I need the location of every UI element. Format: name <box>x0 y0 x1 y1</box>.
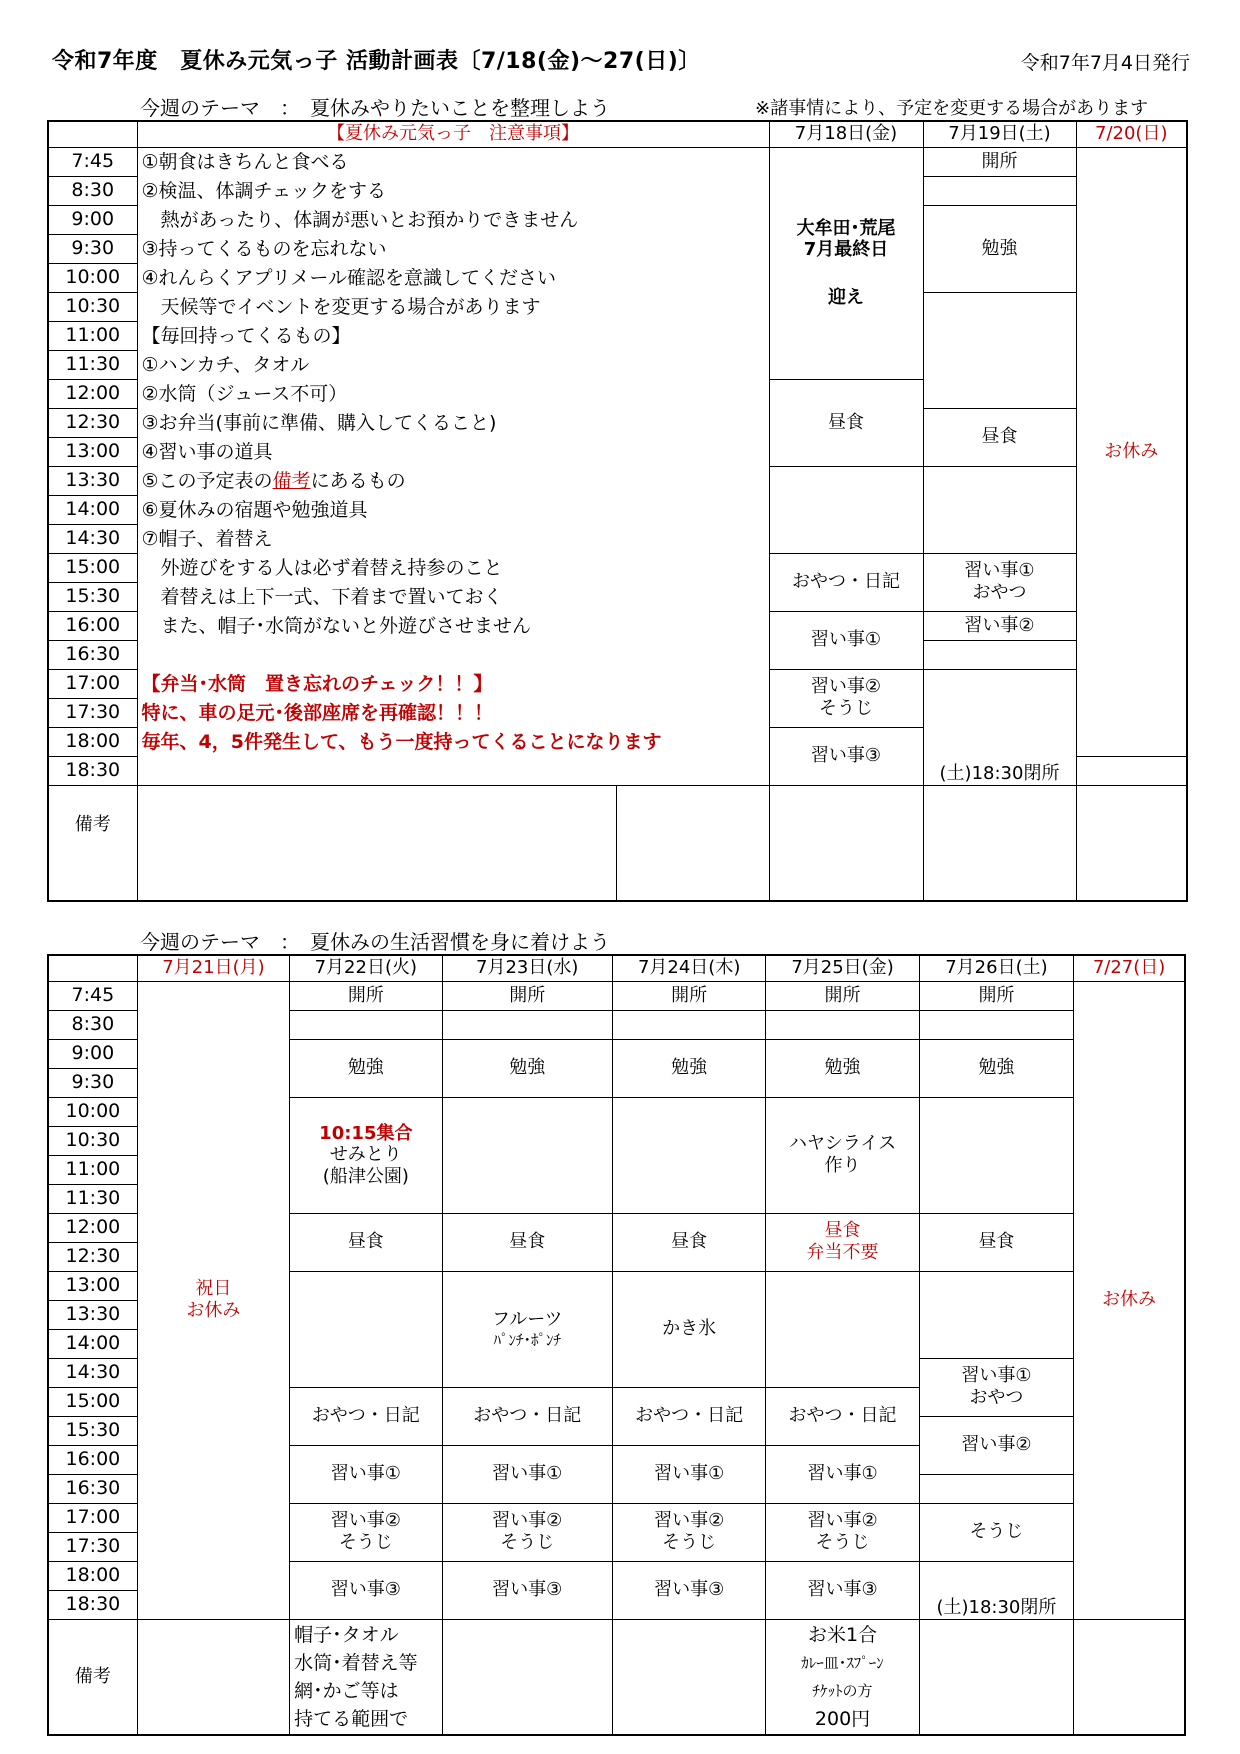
day-header-0724: 7月24日(木) <box>612 955 765 981</box>
time-label: 13:00 <box>48 1271 137 1300</box>
clean-text: そうじ <box>662 1532 717 1553</box>
fri-line2: 7月最終日 <box>803 239 889 261</box>
thu-lesson1: 習い事① <box>612 1445 765 1503</box>
time-label: 14:30 <box>48 1358 137 1387</box>
empty-cell <box>919 1271 1073 1358</box>
fri-lesson2-clean <box>766 1503 919 1561</box>
time-label: 16:30 <box>48 1474 137 1503</box>
time-label: 9:30 <box>48 234 137 263</box>
tue-open: 開所 <box>290 981 442 1010</box>
sat-open: 開所 <box>919 981 1073 1010</box>
note-line: ②水筒（ジュース不可） <box>141 382 348 405</box>
time-label: 18:00 <box>48 727 137 756</box>
thu-study: 勉強 <box>612 1039 765 1097</box>
tue-event <box>290 1097 442 1213</box>
time-label: 15:30 <box>48 582 137 611</box>
fri-open: 開所 <box>766 981 919 1010</box>
sat-empty <box>923 466 1076 553</box>
day-header-0721: 7月21日(月) <box>137 955 289 981</box>
fri-snack-diary: おやつ・日記 <box>769 553 923 611</box>
tue-event-name: せみとり <box>329 1144 402 1166</box>
time-label: 13:30 <box>48 1300 137 1329</box>
corner-cell <box>48 121 137 147</box>
time-label: 11:30 <box>48 350 137 379</box>
remarks-cell <box>1076 785 1187 901</box>
remark-line: 200円 <box>814 1707 871 1730</box>
note-line: 【毎回持ってくるもの】 <box>141 324 351 347</box>
time-label: 11:30 <box>48 1184 137 1213</box>
sun-off: お休み <box>1074 981 1185 1619</box>
sat-empty <box>923 640 1076 669</box>
time-label: 10:30 <box>48 292 137 321</box>
note-line: ①ハンカチ、タオル <box>141 353 310 376</box>
wed-lesson1: 習い事① <box>442 1445 612 1503</box>
thu-lesson2-clean <box>612 1503 765 1561</box>
empty-cell <box>766 1010 919 1039</box>
thu-event: かき氷 <box>612 1271 765 1387</box>
tue-lesson2-clean <box>290 1503 442 1561</box>
empty-cell <box>919 1097 1073 1213</box>
tue-snack-diary: おやつ・日記 <box>290 1387 442 1445</box>
week1-theme: 今週のテーマ ： 夏休みやりたいことを整理しよう <box>140 96 610 120</box>
sat-lunch: 昼食 <box>919 1213 1073 1271</box>
time-label: 11:00 <box>48 1155 137 1184</box>
empty-cell <box>612 1097 765 1213</box>
notes-heading: 【夏休み元気っ子 注意事項】 <box>137 121 769 147</box>
clean-text: そうじ <box>338 1532 393 1553</box>
corner-cell <box>48 955 137 981</box>
thu-snack-diary: おやつ・日記 <box>612 1387 765 1445</box>
fri-lesson2-clean <box>769 669 923 727</box>
time-label: 12:30 <box>48 1242 137 1271</box>
time-label: 15:00 <box>48 1387 137 1416</box>
time-label: 12:00 <box>48 379 137 408</box>
time-label: 17:00 <box>48 669 137 698</box>
fri-snack-diary: おやつ・日記 <box>766 1387 919 1445</box>
thu-lunch: 昼食 <box>612 1213 765 1271</box>
day-header-0719: 7月19日(土) <box>923 121 1076 147</box>
day-header-0726: 7月26日(土) <box>919 955 1073 981</box>
fri-lunch <box>766 1213 919 1271</box>
week1-schedule-table <box>47 120 1188 902</box>
holiday-text: 祝日 <box>195 1278 232 1300</box>
time-label: 18:30 <box>48 1590 137 1619</box>
sun-off: お休み <box>1076 147 1187 756</box>
fri-study: 勉強 <box>766 1039 919 1097</box>
remark-line: ｶﾚｰ皿･ｽﾌﾟｰﾝ <box>801 1653 884 1672</box>
issue-date: 令和7年7月4日発行 <box>1020 52 1190 74</box>
time-label: 9:00 <box>48 205 137 234</box>
tue-remarks <box>290 1619 442 1735</box>
time-label: 18:00 <box>48 1561 137 1590</box>
time-label: 17:00 <box>48 1503 137 1532</box>
sat-lesson1-snack <box>919 1358 1073 1416</box>
sat-open: 開所 <box>923 147 1076 176</box>
fri-lunch-text: 昼食 <box>824 1220 861 1242</box>
time-label: 14:30 <box>48 524 137 553</box>
sat-clean: そうじ <box>919 1503 1073 1561</box>
time-label: 11:00 <box>48 321 137 350</box>
time-label: 10:30 <box>48 1126 137 1155</box>
fri-event-line1: ハヤシライス <box>788 1133 897 1155</box>
note-line: 天候等でイベントを変更する場合があります <box>141 295 541 318</box>
remark-line: お米1合 <box>807 1623 878 1646</box>
sat-lesson1: 習い事① <box>964 560 1035 582</box>
fri-clean: そうじ <box>819 698 873 719</box>
notes-cell <box>137 147 769 785</box>
fri-lesson1: 習い事① <box>766 1445 919 1503</box>
tue-event-time: 10:15集合 <box>319 1122 413 1144</box>
remark-line: 持てる範囲で <box>294 1707 409 1730</box>
fri-lesson1: 習い事① <box>769 611 923 669</box>
time-label: 17:30 <box>48 698 137 727</box>
note-line: 着替えは上下一式、下着まで置いておく <box>141 585 503 608</box>
time-label: 13:00 <box>48 437 137 466</box>
time-label: 9:30 <box>48 1068 137 1097</box>
time-label: 12:30 <box>48 408 137 437</box>
thu-lesson3: 習い事③ <box>612 1561 765 1619</box>
fri-lunch-note: 弁当不要 <box>806 1242 879 1263</box>
remarks-label: 備考 <box>48 1619 137 1735</box>
sat-empty <box>923 292 1076 408</box>
note-line: また、帽子･水筒がないと外遊びさせません <box>141 614 532 637</box>
time-label: 9:00 <box>48 1039 137 1068</box>
fri-line3: 迎え <box>828 286 864 308</box>
fri-lesson2: 習い事② <box>810 676 882 698</box>
sat-snack: おやつ <box>969 1387 1024 1408</box>
note5-post: にあるもの <box>310 469 406 492</box>
time-label: 15:30 <box>48 1416 137 1445</box>
time-label: 17:30 <box>48 1532 137 1561</box>
fri-lunch: 昼食 <box>769 379 923 466</box>
time-label: 10:00 <box>48 1097 137 1126</box>
remarks-label: 備考 <box>48 785 137 901</box>
sat-study: 勉強 <box>919 1039 1073 1097</box>
empty-cell <box>442 1010 612 1039</box>
day-header-0720: 7/20(日) <box>1076 121 1187 147</box>
note-line: ④れんらくアプリメール確認を意識してください <box>141 266 557 289</box>
remarks-cell <box>769 785 923 901</box>
tue-lesson3: 習い事③ <box>290 1561 442 1619</box>
fri-event <box>766 1097 919 1213</box>
time-label: 16:00 <box>48 611 137 640</box>
sat-lunch: 昼食 <box>923 408 1076 466</box>
empty-cell <box>919 1010 1073 1039</box>
time-label: 18:30 <box>48 756 137 785</box>
sat-close: (土)18:30閉所 <box>923 669 1076 785</box>
empty-cell <box>290 1010 442 1039</box>
sat-empty <box>923 176 1076 205</box>
empty-cell <box>766 1271 919 1387</box>
sat-lesson1: 習い事① <box>961 1365 1032 1387</box>
day-header-0727: 7/27(日) <box>1074 955 1185 981</box>
lesson2-text: 習い事② <box>807 1510 878 1532</box>
fri-remarks <box>766 1619 919 1735</box>
note-line: 熱があったり、体調が悪いとお預かりできません <box>141 208 579 231</box>
fri-lesson3: 習い事③ <box>766 1561 919 1619</box>
sat-study: 勉強 <box>923 205 1076 292</box>
remarks-cell <box>923 785 1076 901</box>
day-header-0725: 7月25日(金) <box>766 955 919 981</box>
tue-study: 勉強 <box>290 1039 442 1097</box>
lesson2-text: 習い事② <box>654 1510 725 1532</box>
note-line: ⑦帽子、着替え <box>141 527 273 550</box>
time-label: 16:00 <box>48 1445 137 1474</box>
tue-event-place: (船津公園) <box>322 1165 409 1187</box>
wed-lesson2-clean <box>442 1503 612 1561</box>
note-line: 外遊びをする人は必ず着替え持参のこと <box>141 556 503 579</box>
day-header-0722: 7月22日(火) <box>290 955 442 981</box>
wed-event <box>442 1271 612 1387</box>
clean-text: そうじ <box>500 1532 555 1553</box>
remark-line: ﾁｹｯﾄの方 <box>812 1681 873 1700</box>
remarks-cell <box>919 1619 1073 1735</box>
empty-cell <box>290 1271 442 1387</box>
day-header-0718: 7月18日(金) <box>769 121 923 147</box>
fri-lesson3: 習い事③ <box>769 727 923 785</box>
wed-open: 開所 <box>442 981 612 1010</box>
lesson2-text: 習い事② <box>330 1510 401 1532</box>
remark-line: 帽子･タオル <box>294 1623 399 1646</box>
wed-event-line2: ﾊﾟﾝﾁ･ﾎﾟﾝﾁ <box>493 1330 561 1349</box>
note-line: ⑥夏休みの宿題や勉強道具 <box>141 498 368 521</box>
week2-theme: 今週のテーマ ： 夏休みの生活習慣を身に着けよう <box>140 930 610 954</box>
remarks-cell <box>137 1619 289 1735</box>
note-line: ③お弁当(事前に準備、購入してくること) <box>141 411 497 434</box>
wed-study: 勉強 <box>442 1039 612 1097</box>
remark-line: 網･かご等は <box>294 1679 399 1702</box>
schedule-change-notice: ※諸事情により、予定を変更する場合があります <box>755 98 1149 119</box>
remarks-cell <box>612 1619 765 1735</box>
fri-event-line2: 作り <box>824 1155 861 1176</box>
note-line: ②検温、体調チェックをする <box>141 179 386 202</box>
time-label: 14:00 <box>48 1329 137 1358</box>
time-label: 8:30 <box>48 176 137 205</box>
sat-lesson2: 習い事② <box>919 1416 1073 1474</box>
note-line: ①朝食はきちんと食べる <box>141 150 349 173</box>
note-line: ③持ってくるものを忘れない <box>141 237 387 260</box>
time-label: 13:30 <box>48 466 137 495</box>
warning-line: 特に、車の足元･後部座席を再確認！！！ <box>141 701 494 724</box>
wed-lunch: 昼食 <box>442 1213 612 1271</box>
remarks-cell <box>442 1619 612 1735</box>
page-title: 令和7年度 夏休み元気っ子 活動計画表〔7/18(金)～27(日)〕 <box>52 49 701 74</box>
warning-line: 毎年、4，5件発生して、もう一度持ってくることになります <box>141 730 662 753</box>
fri-empty <box>769 466 923 553</box>
time-label: 15:00 <box>48 553 137 582</box>
wed-snack-diary: おやつ・日記 <box>442 1387 612 1445</box>
fri-pickup-cell <box>769 147 923 379</box>
sat-lesson1-snack <box>923 553 1076 611</box>
wed-event-line1: フルーツ <box>491 1309 563 1331</box>
remarks-cell <box>616 785 769 901</box>
time-label: 12:00 <box>48 1213 137 1242</box>
tue-lunch: 昼食 <box>290 1213 442 1271</box>
tue-lesson1: 習い事① <box>290 1445 442 1503</box>
sat-snack: おやつ <box>972 582 1027 603</box>
remarks-cell <box>137 785 616 901</box>
note5-pre: ⑤この予定表の <box>141 469 273 492</box>
remark-line: 水筒･着替え等 <box>294 1651 418 1674</box>
empty-cell <box>919 1474 1073 1503</box>
day-header-0723: 7月23日(水) <box>442 955 612 981</box>
note-line: ④習い事の道具 <box>141 440 273 463</box>
sat-lesson2: 習い事② <box>923 611 1076 640</box>
sat-close: (土)18:30閉所 <box>919 1561 1073 1619</box>
clean-text: そうじ <box>815 1532 870 1553</box>
remarks-link-text: 備考 <box>272 469 311 492</box>
fri-line1: 大牟田･荒尾 <box>796 217 896 239</box>
time-label: 16:30 <box>48 640 137 669</box>
holiday-off-text: お休み <box>186 1300 241 1321</box>
warning-line: 【弁当･水筒 置き忘れのチェック！！】 <box>141 672 493 695</box>
thu-open: 開所 <box>612 981 765 1010</box>
note-line-5 <box>142 467 765 496</box>
wed-lesson3: 習い事③ <box>442 1561 612 1619</box>
lesson2-text: 習い事② <box>492 1510 563 1532</box>
time-label: 7:45 <box>48 147 137 176</box>
empty-cell <box>612 1010 765 1039</box>
week2-schedule-table <box>47 954 1186 1736</box>
empty-cell <box>442 1097 612 1213</box>
time-label: 8:30 <box>48 1010 137 1039</box>
time-label: 7:45 <box>48 981 137 1010</box>
mon-holiday <box>137 981 289 1619</box>
time-label: 10:00 <box>48 263 137 292</box>
time-label: 14:00 <box>48 495 137 524</box>
